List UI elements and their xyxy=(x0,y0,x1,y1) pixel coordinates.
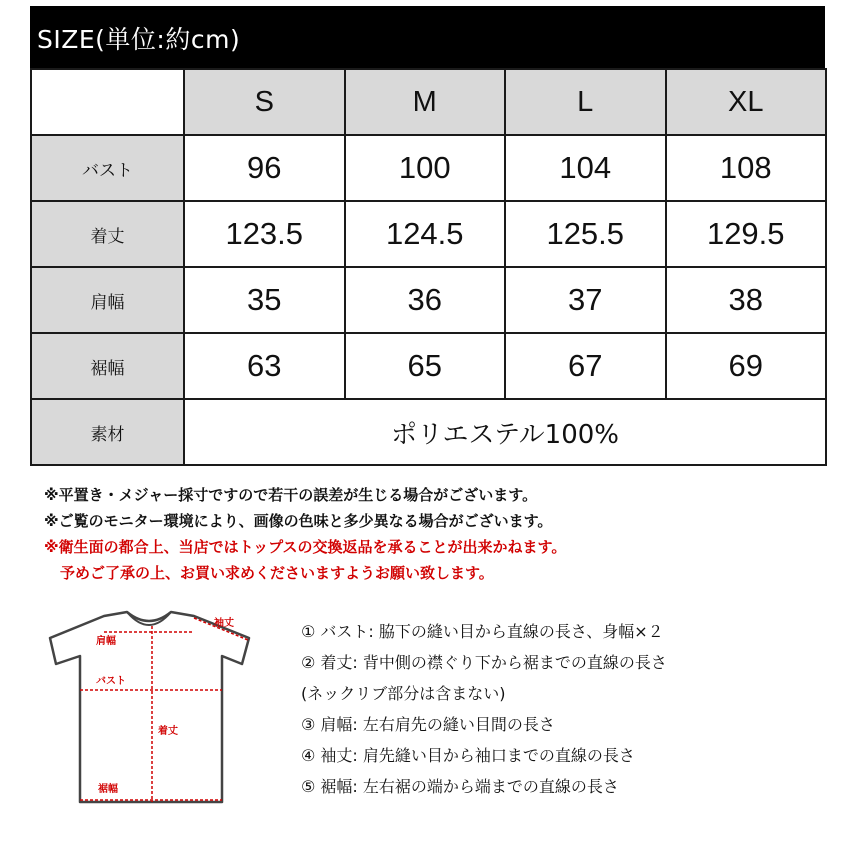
table-cell: 123.5 xyxy=(184,201,345,267)
legend-item: ④ 袖丈: 肩先縫い目から袖口までの直線の長さ xyxy=(301,746,635,765)
legend-item: ⑤ 裾幅: 左右裾の端から端までの直線の長さ xyxy=(301,777,619,796)
table-cell: 125.5 xyxy=(505,201,666,267)
table-cell: 67 xyxy=(505,333,666,399)
row-label-bust: バスト xyxy=(31,135,184,201)
size-header-l: L xyxy=(505,69,666,135)
table-cell: 37 xyxy=(505,267,666,333)
table-cell: 35 xyxy=(184,267,345,333)
table-cell: 129.5 xyxy=(666,201,827,267)
table-cell: 100 xyxy=(345,135,506,201)
table-cell: 124.5 xyxy=(345,201,506,267)
legend-item: ① バスト: 脇下の縫い目から直線の長さ、身幅×２ xyxy=(301,622,664,641)
table-row xyxy=(31,201,826,267)
size-header-s: S xyxy=(184,69,345,135)
table-cell: 96 xyxy=(184,135,345,201)
diagram-label-hem: 裾幅 xyxy=(98,784,118,795)
table-row xyxy=(31,135,826,201)
legend-item: ③ 肩幅: 左右肩先の縫い目間の長さ xyxy=(301,715,555,734)
material-value: ポリエステル100% xyxy=(184,399,826,465)
material-row xyxy=(31,399,826,465)
note-no-returns: ※衛生面の都合上、当店ではトップスの交換返品を承ることが出来かねます。 xyxy=(44,538,567,556)
size-chart-header xyxy=(30,6,825,70)
note-acknowledge: 予めご了承の上、お買い求めくださいますようお願い致します。 xyxy=(60,564,494,582)
tshirt-diagram xyxy=(44,604,254,814)
table-cell: 65 xyxy=(345,333,506,399)
corner-cell xyxy=(31,69,184,135)
table-cell: 104 xyxy=(505,135,666,201)
legend-item: ② 着丈: 背中側の襟ぐり下から裾までの直線の長さ xyxy=(301,653,667,672)
note-measurement: ※平置き・メジャー採寸ですので若干の誤差が生じる場合がございます。 xyxy=(44,486,538,504)
note-monitor: ※ご覧のモニター環境により、画像の色味と多少異なる場合がございます。 xyxy=(44,512,553,530)
table-cell: 108 xyxy=(666,135,827,201)
table-cell: 69 xyxy=(666,333,827,399)
row-label-hem: 裾幅 xyxy=(31,333,184,399)
diagram-label-sleeve: 袖丈 xyxy=(214,618,234,629)
size-header-m: M xyxy=(345,69,506,135)
notes-section xyxy=(44,482,566,586)
row-label-length: 着丈 xyxy=(31,201,184,267)
diagram-label-length: 着丈 xyxy=(158,726,178,737)
size-chart-title: SIZE(単位:約cm) xyxy=(37,25,241,54)
tshirt-outline xyxy=(50,612,249,802)
diagram-label-shoulder: 肩幅 xyxy=(96,636,116,647)
table-row xyxy=(31,333,826,399)
table-cell: 38 xyxy=(666,267,827,333)
row-label-material: 素材 xyxy=(31,399,184,465)
table-row xyxy=(31,267,826,333)
row-label-shoulder: 肩幅 xyxy=(31,267,184,333)
legend-item: (ネックリブ部分は含まない) xyxy=(301,684,506,703)
size-header-row xyxy=(31,69,826,135)
table-cell: 36 xyxy=(345,267,506,333)
size-table xyxy=(30,68,827,466)
measurement-legend xyxy=(301,616,667,802)
table-cell: 63 xyxy=(184,333,345,399)
diagram-label-bust: バスト xyxy=(96,676,126,687)
size-header-xl: XL xyxy=(666,69,827,135)
